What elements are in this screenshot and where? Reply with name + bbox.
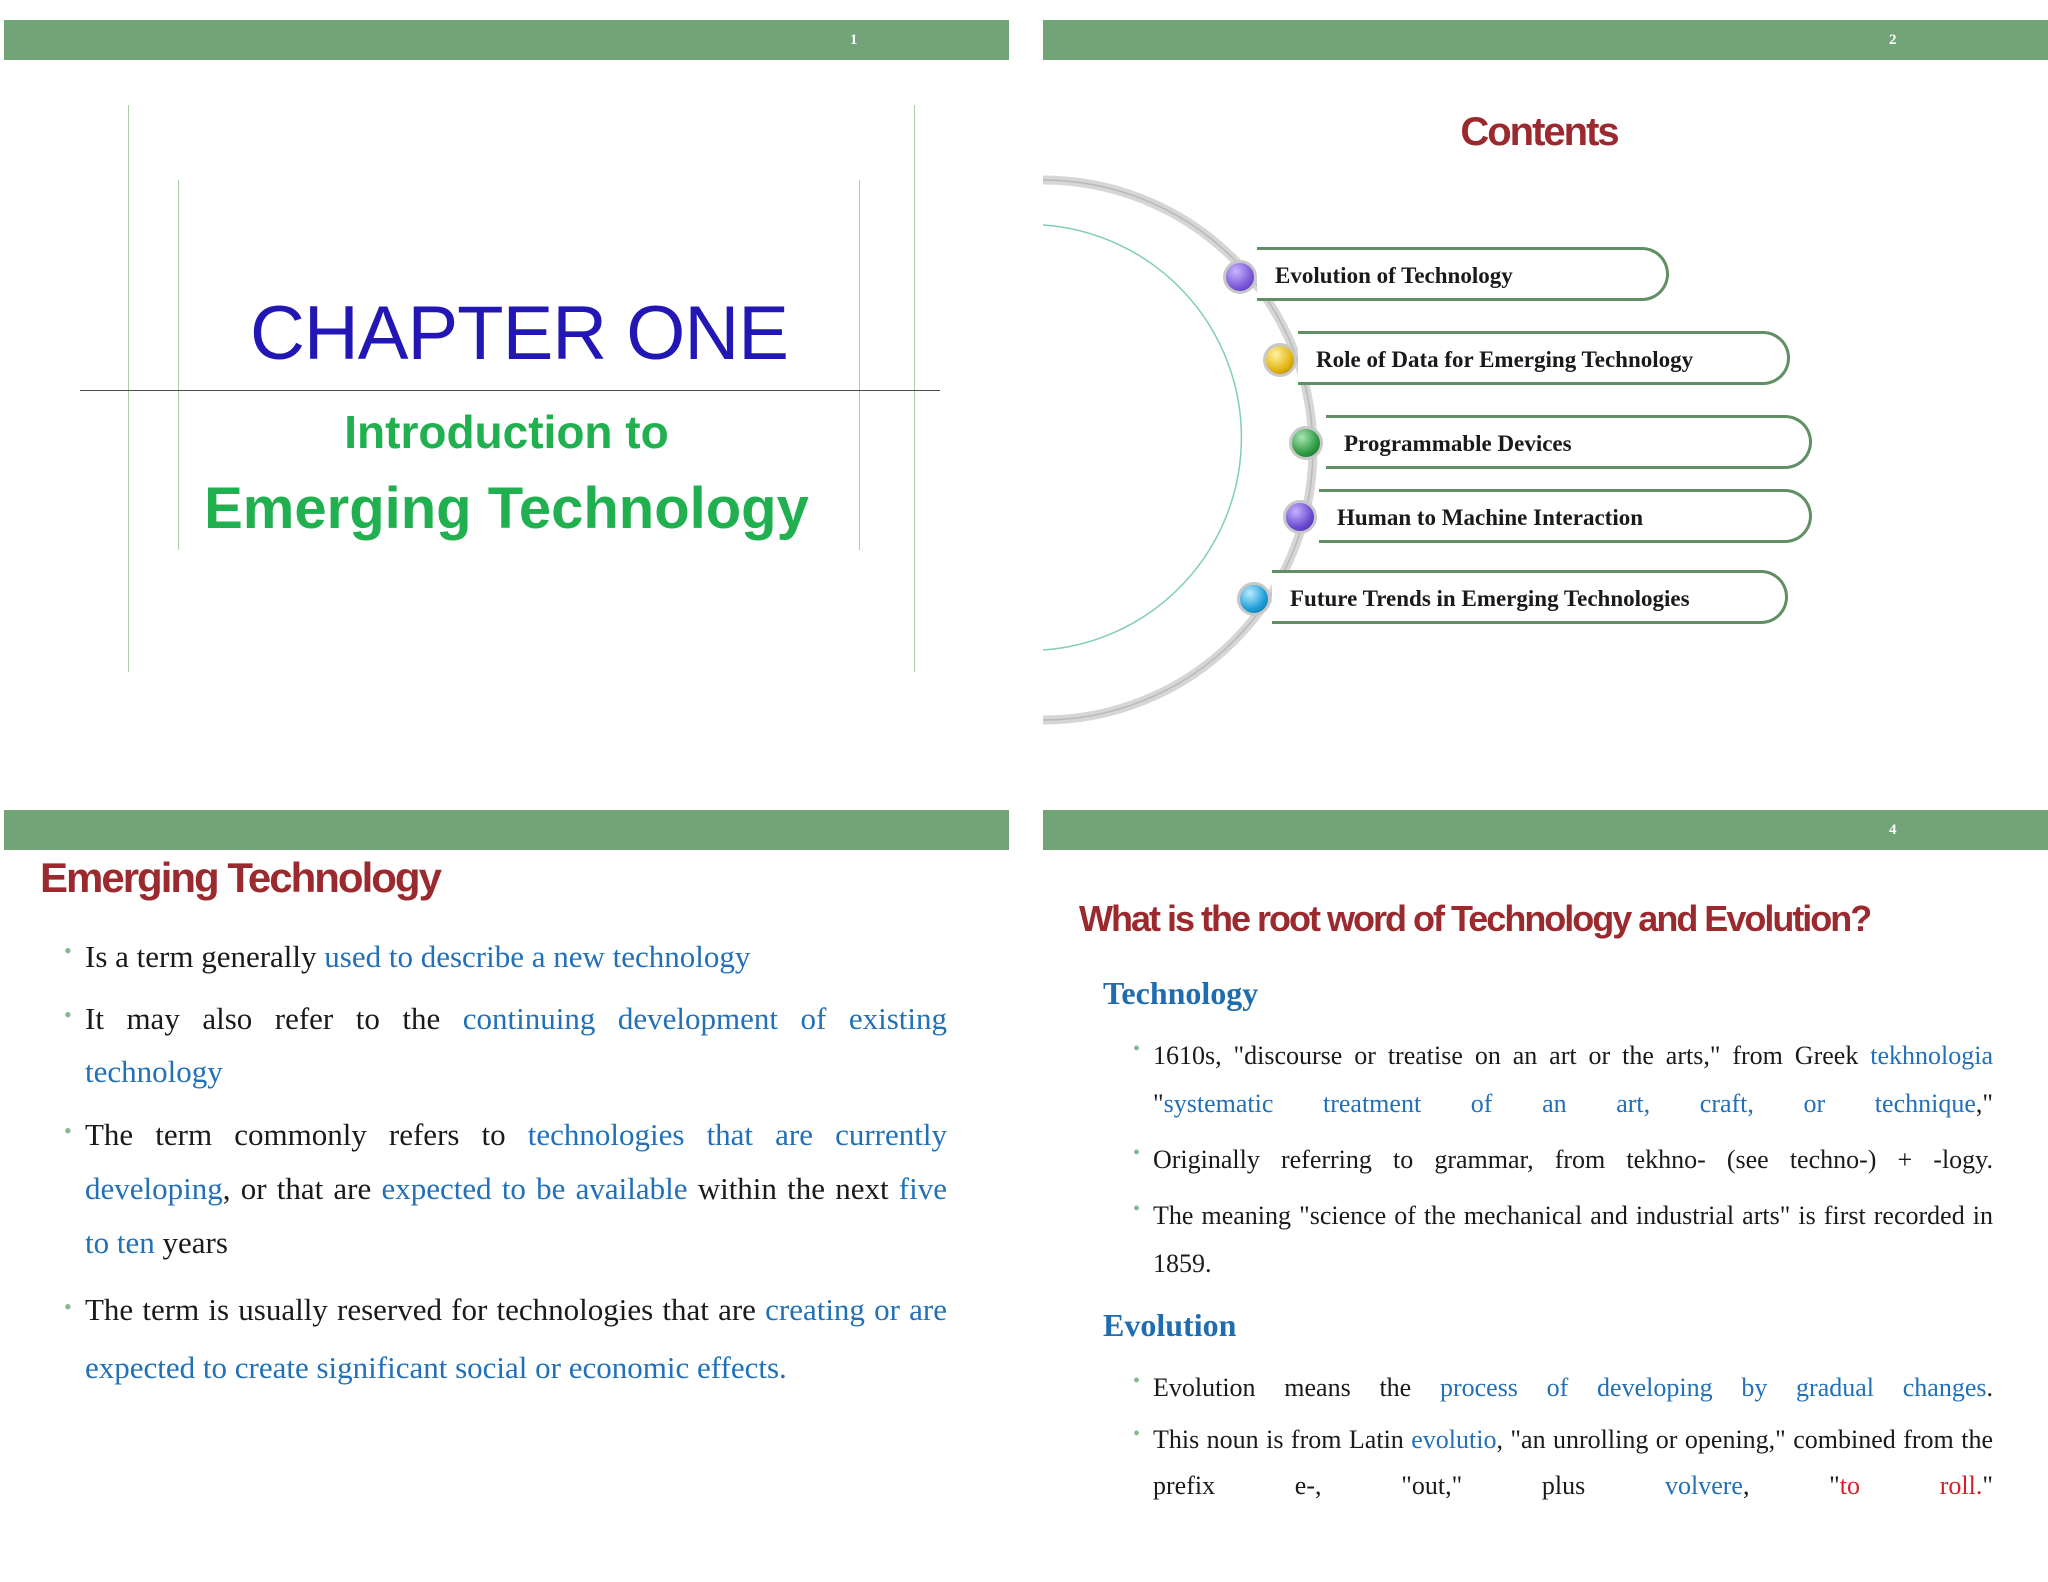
contents-item-label: Future Trends in Emerging Technologies	[1290, 586, 1690, 611]
divider	[80, 390, 940, 391]
slide-header-bar	[1043, 810, 2048, 850]
bullet-icon: •	[64, 1294, 72, 1319]
bullet-highlight: volvere	[1664, 1471, 1743, 1500]
bullet-icon: •	[1133, 1370, 1141, 1392]
bullet-text: within the next	[687, 1171, 899, 1206]
evo-bullet-2	[1153, 1417, 1993, 1509]
section-heading-evolution: Evolution	[1103, 1307, 1237, 1343]
bullet-icon: •	[1133, 1198, 1141, 1220]
frame-line	[914, 105, 915, 672]
bullet-text: , or that are	[222, 1171, 382, 1206]
bullet-text: , "an unrolling or opening," combined from the prefix e-, "out," plus	[1153, 1425, 1993, 1500]
page-number: 2	[1889, 32, 1897, 48]
circle-bullet-icon	[1237, 582, 1271, 616]
contents-item-label: Programmable Devices	[1344, 431, 1572, 456]
slide-title: Emerging Technology	[40, 854, 440, 901]
bullet-text: "	[1982, 1471, 1993, 1500]
slide-3	[4, 810, 1009, 1580]
bullet-text: years	[154, 1225, 228, 1260]
bullet-text: , "	[1742, 1471, 1840, 1500]
intro-line-1: Introduction to	[344, 406, 669, 458]
contents-item-label: Evolution of Technology	[1275, 263, 1513, 288]
bullet-text: "	[1153, 1089, 1164, 1118]
bullet-text: The term is usually reserved for technologies that are	[85, 1292, 766, 1327]
bullet-text: ,"	[1975, 1089, 1993, 1118]
contents-item-label: Human to Machine Interaction	[1337, 505, 1644, 530]
page-number: 1	[850, 32, 858, 48]
circle-bullet-icon	[1283, 500, 1317, 534]
bullet-highlight: continuing development of existing technology	[85, 1001, 948, 1089]
bullet-highlight: technologies that are currently developing	[85, 1117, 947, 1206]
bullet-text: Evolution means the	[1153, 1373, 1440, 1402]
page-number: 4	[1889, 822, 1897, 838]
slide-4	[1043, 810, 2048, 1580]
contents-item-2[interactable]	[1298, 331, 1790, 385]
tech-bullet-2: Originally referring to grammar, from tekhno- (see techno-) + -logy.	[1153, 1145, 1993, 1174]
bullet-icon: •	[64, 938, 72, 963]
bullet-icon: •	[1133, 1038, 1141, 1060]
slide-title: What is the root word of Technology and Evolution?	[1079, 898, 1871, 939]
bullet-1	[85, 932, 947, 982]
contents-item-4[interactable]	[1319, 489, 1812, 543]
bullet-highlight: creating or are expected to create significant social or economic effects.	[85, 1292, 947, 1385]
section-heading-technology: Technology	[1103, 975, 1259, 1011]
tech-bullet-1	[1153, 1032, 1993, 1128]
bullet-text: This noun is from Latin	[1153, 1425, 1412, 1454]
contents-item-3[interactable]	[1326, 415, 1812, 469]
contents-item-5[interactable]	[1272, 570, 1788, 624]
circle-bullet-icon	[1223, 260, 1257, 294]
frame-line	[128, 105, 129, 672]
evo-bullet-1	[1153, 1364, 1993, 1412]
contents-title: Contents	[1460, 110, 1618, 154]
circle-bullet-icon	[1263, 343, 1297, 377]
contents-item-1[interactable]	[1257, 247, 1669, 301]
slide-header-bar	[4, 20, 1009, 60]
bullet-text: Is a term generally	[85, 939, 325, 974]
bullet-icon: •	[64, 1118, 72, 1143]
bullet-text: The term commonly refers to	[85, 1117, 528, 1152]
contents-item-label: Role of Data for Emerging Technology	[1316, 347, 1694, 372]
bullet-highlight: tekhnologia	[1870, 1041, 1993, 1070]
bullet-highlight: five to ten	[85, 1171, 947, 1260]
bullet-highlight: systematic treatment of an art, craft, or technique	[1163, 1089, 1976, 1118]
bullet-highlight-red: to roll.	[1839, 1471, 1983, 1500]
bullet-highlight: process of developing by gradual changes	[1439, 1373, 1987, 1402]
bullet-text: .	[1986, 1373, 1993, 1402]
bullet-4	[85, 1281, 947, 1397]
bullet-highlight: evolutio	[1411, 1425, 1497, 1454]
slide-1	[4, 20, 1009, 790]
bullet-icon: •	[1133, 1142, 1141, 1164]
chapter-title: CHAPTER ONE	[250, 291, 788, 376]
bullet-highlight: expected to be available	[381, 1171, 688, 1206]
bullet-2	[85, 992, 947, 1098]
bullet-highlight: used to describe a new technology	[324, 939, 751, 974]
bullet-3	[85, 1108, 947, 1270]
slide-header-bar	[1043, 20, 2048, 60]
bullet-icon: •	[1133, 1423, 1141, 1445]
bullet-text: 1610s, "discourse or treatise on an art or the arts," from Greek	[1153, 1041, 1871, 1070]
circle-bullet-icon	[1289, 426, 1323, 460]
slide-2	[1043, 20, 2048, 790]
intro-line-2: Emerging Technology	[204, 476, 809, 541]
bullet-icon: •	[64, 1002, 72, 1027]
bullet-text: It may also refer to the	[85, 1001, 463, 1036]
tech-bullet-3: The meaning "science of the mechanical and industrial arts" is first recorded in 1859.	[1153, 1201, 1993, 1278]
slide-header-bar	[4, 810, 1009, 850]
